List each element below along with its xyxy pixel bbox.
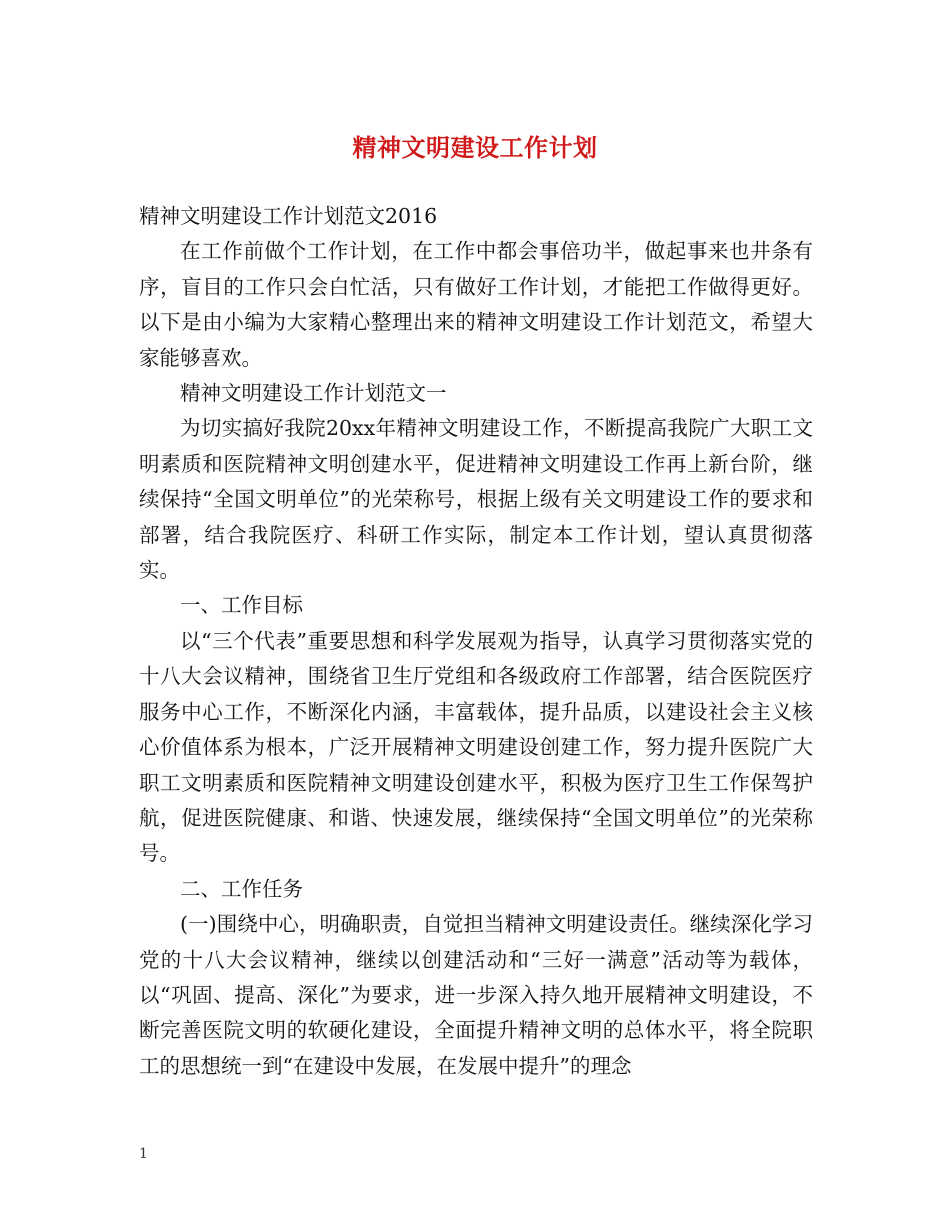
intro-paragraph: 在工作前做个工作计划，在工作中都会事倍功半，做起事来也井条有序，盲目的工作只会白忙活，只有做好工作计划，才能把工作做得更好。以下是由小编为大家精心整理出来的精神文明建设工作计划范文，希望大家能够喜欢。 <box>139 239 813 370</box>
section-heading-goals: 一、工作目标 <box>180 593 303 618</box>
task-one-paragraph: (一)围绕中心，明确职责，自觉担当精神文明建设责任。继续深化学习党的十八大会议精神，继续以创建活动和“三好一满意”活动等为载体，以“巩固、提高、深化”为要求，进一步深入持久地开展精神文明建设，不断完善医院文明的软硬化建设，全面提升精神文明的总体水平，将全院职工的思想统一到“在建设中发展，在发展中提升”的理念 <box>139 912 813 1078</box>
goals-paragraph: 以“三个代表”重要思想和科学发展观为指导，认真学习贯彻落实党的十八大会议精神，围绕省卫生厅党组和各级政府工作部署，结合医院医疗服务中心工作，不断深化内涵，丰富载体，提升品质，以建设社会主义核心价值体系为根本，广泛开展精神文明建设创建工作，努力提升医院广大职工文明素质和医院精神文明建设创建水平，积极为医疗卫生工作保驾护航，促进医院健康、和谐、快速发展，继续保持“全国文明单位”的光荣称号。 <box>139 628 813 866</box>
section-heading-sample-one: 精神文明建设工作计划范文一 <box>180 381 447 406</box>
section-heading-tasks: 二、工作任务 <box>180 876 303 901</box>
document-body <box>139 199 813 1084</box>
document-title: 精神文明建设工作计划 <box>352 133 598 162</box>
purpose-paragraph: 为切实搞好我院20xx年精神文明建设工作，不断提高我院广大职工文明素质和医院精神文明创建水平，促进精神文明建设工作再上新台阶，继续保持“全国文明单位”的光荣称号，根据上级有关文明建设工作的要求和部署，结合我院医疗、科研工作实际，制定本工作计划，望认真贯彻落实。 <box>139 416 813 583</box>
subtitle-paragraph: 精神文明建设工作计划范文2016 <box>139 204 438 228</box>
page-number: 1 <box>139 1146 148 1162</box>
